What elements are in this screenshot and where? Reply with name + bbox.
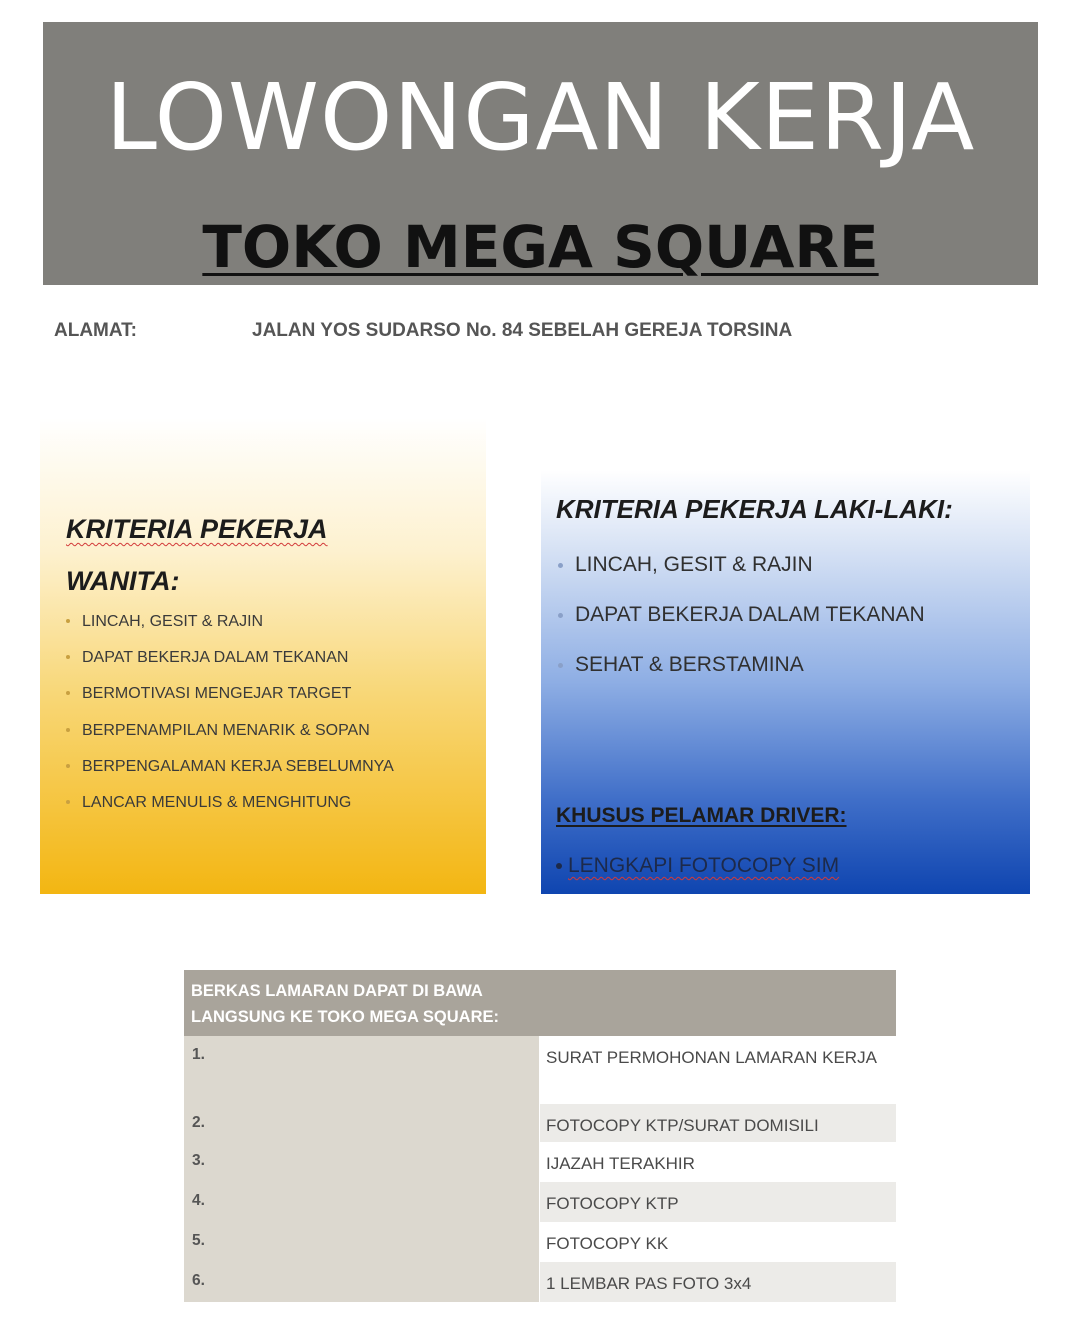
list-item-text: DAPAT BEKERJA DALAM TEKANAN — [575, 603, 925, 626]
list-item — [66, 758, 394, 794]
list-item-text: SEHAT & BERSTAMINA — [575, 653, 804, 676]
row-number: 4. — [192, 1192, 205, 1209]
header-banner — [43, 22, 1038, 285]
row-number: 3. — [192, 1152, 205, 1169]
address-value: JALAN YOS SUDARSO No. 84 SEBELAH GEREJA TORSINA — [252, 320, 793, 341]
male-criteria-panel — [541, 470, 1030, 894]
page-title: LOWONGAN KERJA — [105, 64, 976, 171]
table-row — [184, 1104, 896, 1142]
store-name — [43, 213, 1038, 281]
documents-table-header — [184, 970, 896, 1036]
list-item — [66, 649, 394, 685]
list-item — [66, 613, 394, 649]
row-number: 5. — [192, 1232, 205, 1249]
table-row — [184, 1262, 896, 1302]
female-criteria-title-text: KRITERIA PEKERJA — [66, 514, 328, 544]
row-text: SURAT PERMOHONAN LAMARAN KERJA — [546, 1048, 877, 1067]
address-label: ALAMAT: — [54, 320, 138, 341]
bullet-icon — [66, 619, 70, 623]
female-criteria-subtitle: WANITA: — [66, 566, 180, 596]
list-item-text: LINCAH, GESIT & RAJIN — [575, 553, 813, 576]
driver-requirement-item — [556, 854, 839, 878]
bullet-icon — [558, 663, 563, 668]
table-row — [184, 1182, 896, 1222]
row-text: FOTOCOPY KK — [546, 1234, 669, 1253]
list-item-text: BERMOTIVASI MENGEJAR TARGET — [82, 685, 352, 703]
female-criteria-panel — [40, 418, 486, 894]
store-name-text: TOKO MEGA SQUARE — [202, 213, 879, 281]
row-number: 2. — [192, 1114, 205, 1131]
female-criteria-title — [66, 514, 328, 545]
list-item-text: LANCAR MENULIS & MENGHITUNG — [82, 793, 352, 811]
row-text: 1 LEMBAR PAS FOTO 3x4 — [540, 1262, 896, 1302]
bullet-icon — [66, 655, 70, 659]
table-row — [184, 1222, 896, 1262]
row-text: FOTOCOPY KTP — [540, 1182, 896, 1222]
list-item-text: LINCAH, GESIT & RAJIN — [82, 613, 264, 630]
male-criteria-title: KRITERIA PEKERJA LAKI-LAKI: — [556, 494, 953, 524]
table-row — [184, 1142, 896, 1182]
list-item — [66, 685, 394, 721]
row-number: 6. — [192, 1272, 205, 1289]
row-number: 1. — [192, 1046, 205, 1063]
driver-requirement-text: LENGKAPI FOTOCOPY SIM — [568, 854, 840, 877]
bullet-icon — [558, 613, 563, 618]
bullet-icon — [558, 563, 563, 568]
bullet-icon — [66, 728, 70, 732]
list-item — [66, 794, 394, 830]
documents-header-line1: BERKAS LAMARAN DAPAT DI BAWA — [191, 982, 483, 1000]
driver-requirements-title-text: KHUSUS PELAMAR DRIVER: — [556, 804, 847, 827]
documents-table — [184, 970, 896, 1302]
list-item-text: BERPENGALAMAN KERJA SEBELUMNYA — [82, 757, 394, 775]
list-item — [556, 603, 925, 653]
bullet-icon — [66, 691, 70, 695]
list-item-text: DAPAT BEKERJA DALAM TEKANAN — [82, 649, 349, 667]
bullet-icon — [66, 800, 70, 804]
list-item — [66, 722, 394, 758]
driver-requirements-title — [556, 804, 847, 828]
documents-table-body — [184, 1036, 896, 1302]
female-criteria-list — [66, 613, 394, 830]
list-item — [556, 653, 925, 703]
documents-header-line2: LANGSUNG KE TOKO MEGA SQUARE: — [191, 1008, 500, 1026]
bullet-icon — [66, 764, 70, 768]
row-text: IJAZAH TERAKHIR — [546, 1154, 695, 1173]
male-criteria-list — [556, 553, 925, 703]
list-item — [556, 553, 925, 603]
list-item-text: BERPENAMPILAN MENARIK & SOPAN — [82, 721, 370, 739]
row-text: FOTOCOPY KTP/SURAT DOMISILI — [540, 1104, 896, 1142]
bullet-icon — [556, 863, 562, 869]
table-row — [184, 1036, 896, 1104]
